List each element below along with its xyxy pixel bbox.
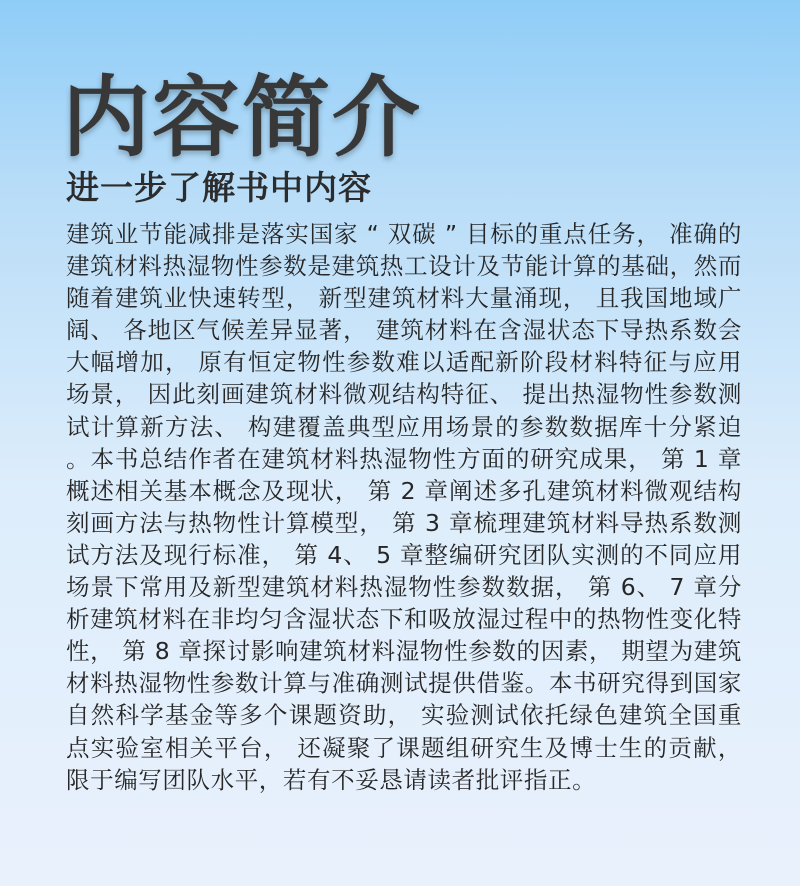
intro-paragraph: 建筑业节能减排是落实国家 “ 双碳 ” 目标的重点任务， 准确的建筑材料热湿物性参数是建筑热工设计及节能计算的基础，然而随着建筑业快速转型， 新型建筑材料大量涌现， 且我国地域广阔、 各地区气候差异显著， 建筑材料在含湿状态下导热系数会大幅增加， 原有恒定物性参数难以适配新阶段材料特征与应用场景， 因此刻画建筑材料微观结构特征、 提出热湿物性参数测试计算新方法、 构建覆盖典型应用场景的参数数据库十分紧迫。本书总结作者在建筑材料热湿物性方面的研究成果， 第 1 章概述相关基本概念及现状， 第 2 章阐述多孔建筑材料微观结构刻画方法与热物性计算模型， 第 3 章梳理建筑材料导热系数测试方法及现行标准， 第 4、 5 章整编研究团队实测的不同应用场景下常用及新型建筑材料热湿物性参数数据， 第 6、 7 章分析建筑材料在非均匀含湿状态下和吸放湿过程中的热物性变化特性， 第 8 章探讨影响建筑材料湿物性参数的因素， 期望为建筑材料热湿物性参数计算与准确测试提供借鉴。本书研究得到国家自然科学基金等多个课题资助， 实验测试依托绿色建筑全国重点实验室相关平台， 还凝聚了课题组研究生及博士生的贡献，限于编写团队水平，若有不妥恳请读者批评指正。 [66,220,742,794]
page-subtitle: 进一步了解书中内容 [66,168,372,207]
page-title: 内容简介 [62,66,423,169]
